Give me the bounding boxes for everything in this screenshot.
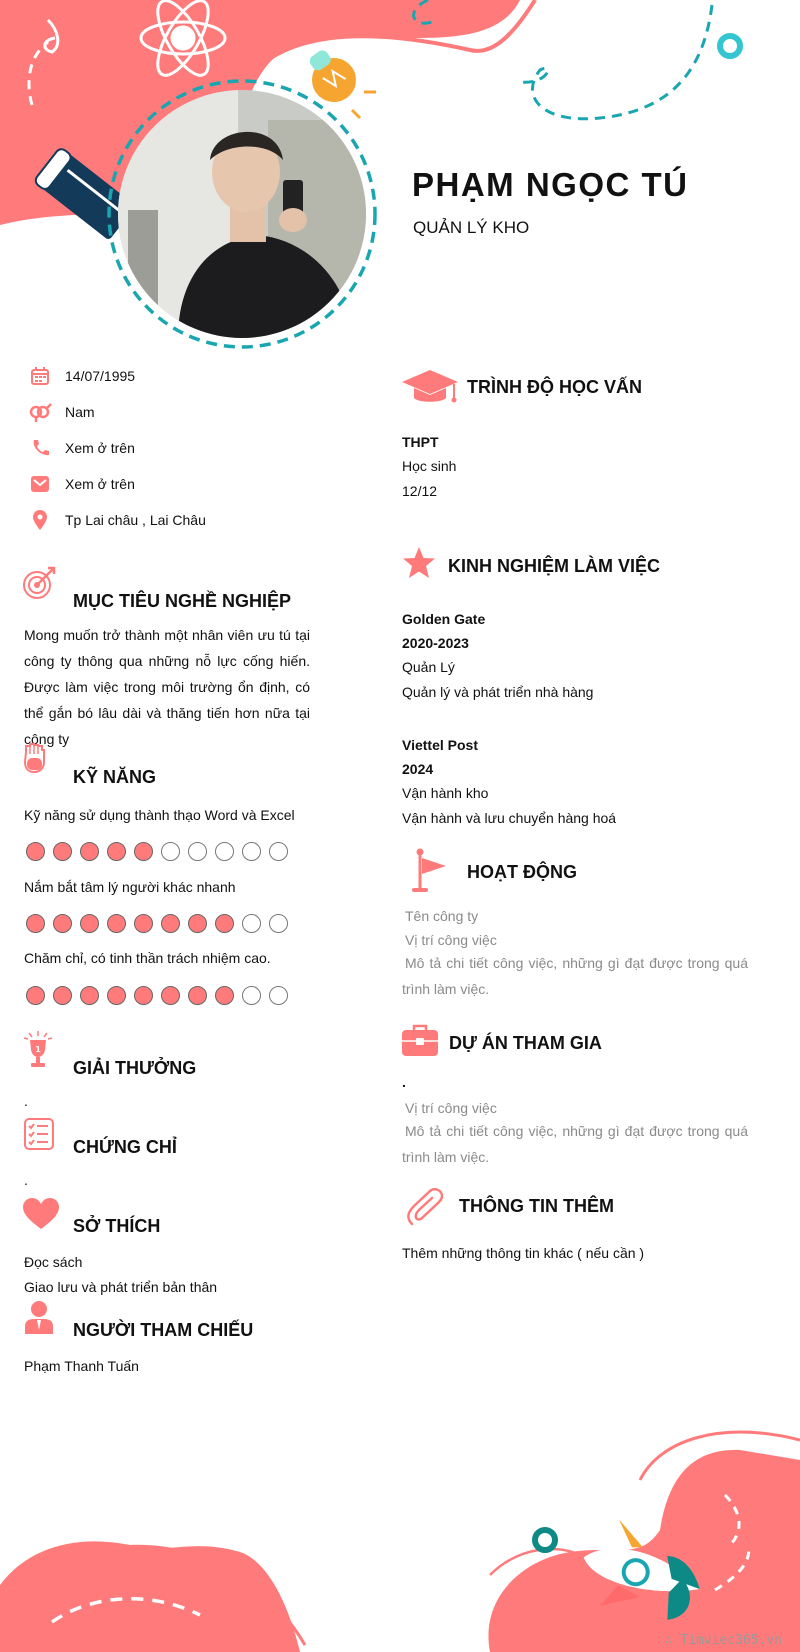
awards-text: . bbox=[24, 1093, 28, 1109]
heart-icon bbox=[23, 1198, 59, 1235]
references-title: NGƯỜI THAM CHIẾU bbox=[73, 1320, 254, 1340]
education-school: THPT bbox=[402, 434, 439, 450]
job-position: Quản Lý bbox=[402, 659, 455, 675]
education-grade: 12/12 bbox=[402, 483, 438, 499]
profile-photo bbox=[118, 90, 366, 338]
candidate-name: PHẠM NGỌC TÚ bbox=[412, 166, 689, 203]
skill-name: Kỹ năng sử dụng thành thạo Word và Excel bbox=[24, 807, 295, 823]
rating-dot-empty bbox=[269, 986, 288, 1005]
rating-dot-filled bbox=[107, 842, 126, 861]
gender-icon bbox=[28, 400, 52, 424]
hobby-item: Giao lưu và phát triển bản thân bbox=[24, 1279, 218, 1295]
paperclip-icon bbox=[404, 1188, 446, 1233]
graduation-cap-icon bbox=[402, 370, 458, 409]
project-description: Mô tả chi tiết công việc, những gì đạt được trong quá trình làm việc. bbox=[402, 1123, 748, 1165]
trophy-icon bbox=[22, 1030, 54, 1075]
watermark: ∴ Timviec365.vn bbox=[664, 1633, 782, 1648]
contact-gender: Nam bbox=[28, 400, 95, 424]
rating-dot-filled bbox=[134, 986, 153, 1005]
job-company: Golden Gate bbox=[402, 611, 486, 627]
skill-name: Chăm chỉ, có tinh thần trách nhiệm cao. bbox=[24, 950, 271, 966]
briefcase-icon bbox=[402, 1024, 438, 1061]
target-icon bbox=[22, 566, 56, 605]
checklist-icon bbox=[24, 1118, 54, 1155]
certificates-title: CHỨNG CHỈ bbox=[73, 1137, 177, 1157]
rating-dot-empty bbox=[242, 914, 261, 933]
rating-dot-filled bbox=[134, 914, 153, 933]
rating-dot-empty bbox=[161, 842, 180, 861]
activity-org: Tên công ty bbox=[405, 908, 479, 924]
fist-icon bbox=[22, 742, 48, 779]
rating-dot-filled bbox=[215, 986, 234, 1005]
rating-dot-filled bbox=[215, 914, 234, 933]
activity-description: Mô tả chi tiết công việc, những gì đạt được trong quá trình làm việc. bbox=[402, 955, 748, 997]
rating-dot-filled bbox=[107, 986, 126, 1005]
star-icon bbox=[402, 546, 436, 585]
objective-title: MỤC TIÊU NGHỀ NGHIỆP bbox=[73, 591, 292, 611]
job-description: Quản lý và phát triển nhà hàng bbox=[402, 684, 594, 700]
rating-dot-empty bbox=[269, 842, 288, 861]
experience-title: KINH NGHIỆM LÀM VIỆC bbox=[448, 556, 661, 576]
rating-dot-filled bbox=[26, 914, 45, 933]
skill-name: Nắm bắt tâm lý người khác nhanh bbox=[24, 879, 236, 895]
email-icon bbox=[28, 472, 52, 496]
rating-dot-filled bbox=[80, 986, 99, 1005]
job-description: Vận hành và lưu chuyển hàng hoá bbox=[402, 810, 617, 826]
job-company: Viettel Post bbox=[402, 737, 478, 753]
contact-phone: Xem ở trên bbox=[28, 436, 135, 460]
rating-dot-empty bbox=[215, 842, 234, 861]
rating-dot-filled bbox=[161, 986, 180, 1005]
education-major: Học sinh bbox=[402, 458, 457, 474]
skill-rating bbox=[26, 986, 288, 1005]
project-role: Vị trí công việc bbox=[405, 1100, 497, 1116]
education-title: TRÌNH ĐỘ HỌC VẤN bbox=[467, 377, 642, 397]
hobbies-title: SỞ THÍCH bbox=[73, 1216, 161, 1236]
extra-title: THÔNG TIN THÊM bbox=[459, 1196, 614, 1216]
calendar-icon bbox=[28, 364, 52, 388]
location-pin-icon bbox=[28, 508, 52, 532]
activity-role: Vị trí công việc bbox=[405, 932, 497, 948]
activities-title: HOẠT ĐỘNG bbox=[467, 862, 577, 882]
rating-dot-filled bbox=[80, 914, 99, 933]
rating-dot-filled bbox=[134, 842, 153, 861]
bulb-icon bbox=[298, 41, 365, 110]
objective-text: Mong muốn trở thành một nhân viên ưu tú tại công ty thông qua những nỗ lực cống hiến. Được làm việc trong môi trường ổn định, có thể gắn bó lâu dài và thăng tiến hơn nữa tại công ty bbox=[24, 627, 310, 747]
skill-rating bbox=[26, 842, 288, 861]
projects-title: DỰ ÁN THAM GIA bbox=[449, 1033, 602, 1053]
job-period: 2020-2023 bbox=[402, 635, 469, 651]
awards-title: GIẢI THƯỞNG bbox=[73, 1058, 197, 1078]
rating-dot-filled bbox=[188, 914, 207, 933]
flag-icon bbox=[408, 848, 448, 899]
svg-text:1: 1 bbox=[35, 1045, 41, 1054]
rating-dot-filled bbox=[53, 914, 72, 933]
rating-dot-filled bbox=[161, 914, 180, 933]
rating-dot-filled bbox=[188, 986, 207, 1005]
contact-birthdate: 14/07/1995 bbox=[28, 364, 135, 388]
contact-email: Xem ở trên bbox=[28, 472, 135, 496]
job-period: 2024 bbox=[402, 761, 434, 777]
rating-dot-filled bbox=[53, 842, 72, 861]
rating-dot-filled bbox=[53, 986, 72, 1005]
skills-title: KỸ NĂNG bbox=[73, 767, 157, 787]
project-name: . bbox=[402, 1074, 406, 1090]
rating-dot-filled bbox=[26, 986, 45, 1005]
rating-dot-filled bbox=[107, 914, 126, 933]
job-title: QUẢN LÝ KHO bbox=[413, 218, 530, 237]
skill-rating bbox=[26, 914, 288, 933]
references-text: Phạm Thanh Tuấn bbox=[24, 1358, 139, 1374]
rating-dot-empty bbox=[242, 842, 261, 861]
rating-dot-empty bbox=[188, 842, 207, 861]
rating-dot-filled bbox=[80, 842, 99, 861]
person-icon bbox=[25, 1300, 53, 1339]
certificates-text: . bbox=[24, 1172, 28, 1188]
job-position: Vận hành kho bbox=[402, 785, 489, 801]
contact-address: Tp Lai châu , Lai Châu bbox=[28, 508, 206, 532]
rating-dot-empty bbox=[242, 986, 261, 1005]
extra-text: Thêm những thông tin khác ( nếu cần ) bbox=[402, 1245, 645, 1261]
phone-icon bbox=[28, 436, 52, 460]
rating-dot-filled bbox=[26, 842, 45, 861]
hobby-item: Đọc sách bbox=[24, 1254, 83, 1270]
rating-dot-empty bbox=[269, 914, 288, 933]
